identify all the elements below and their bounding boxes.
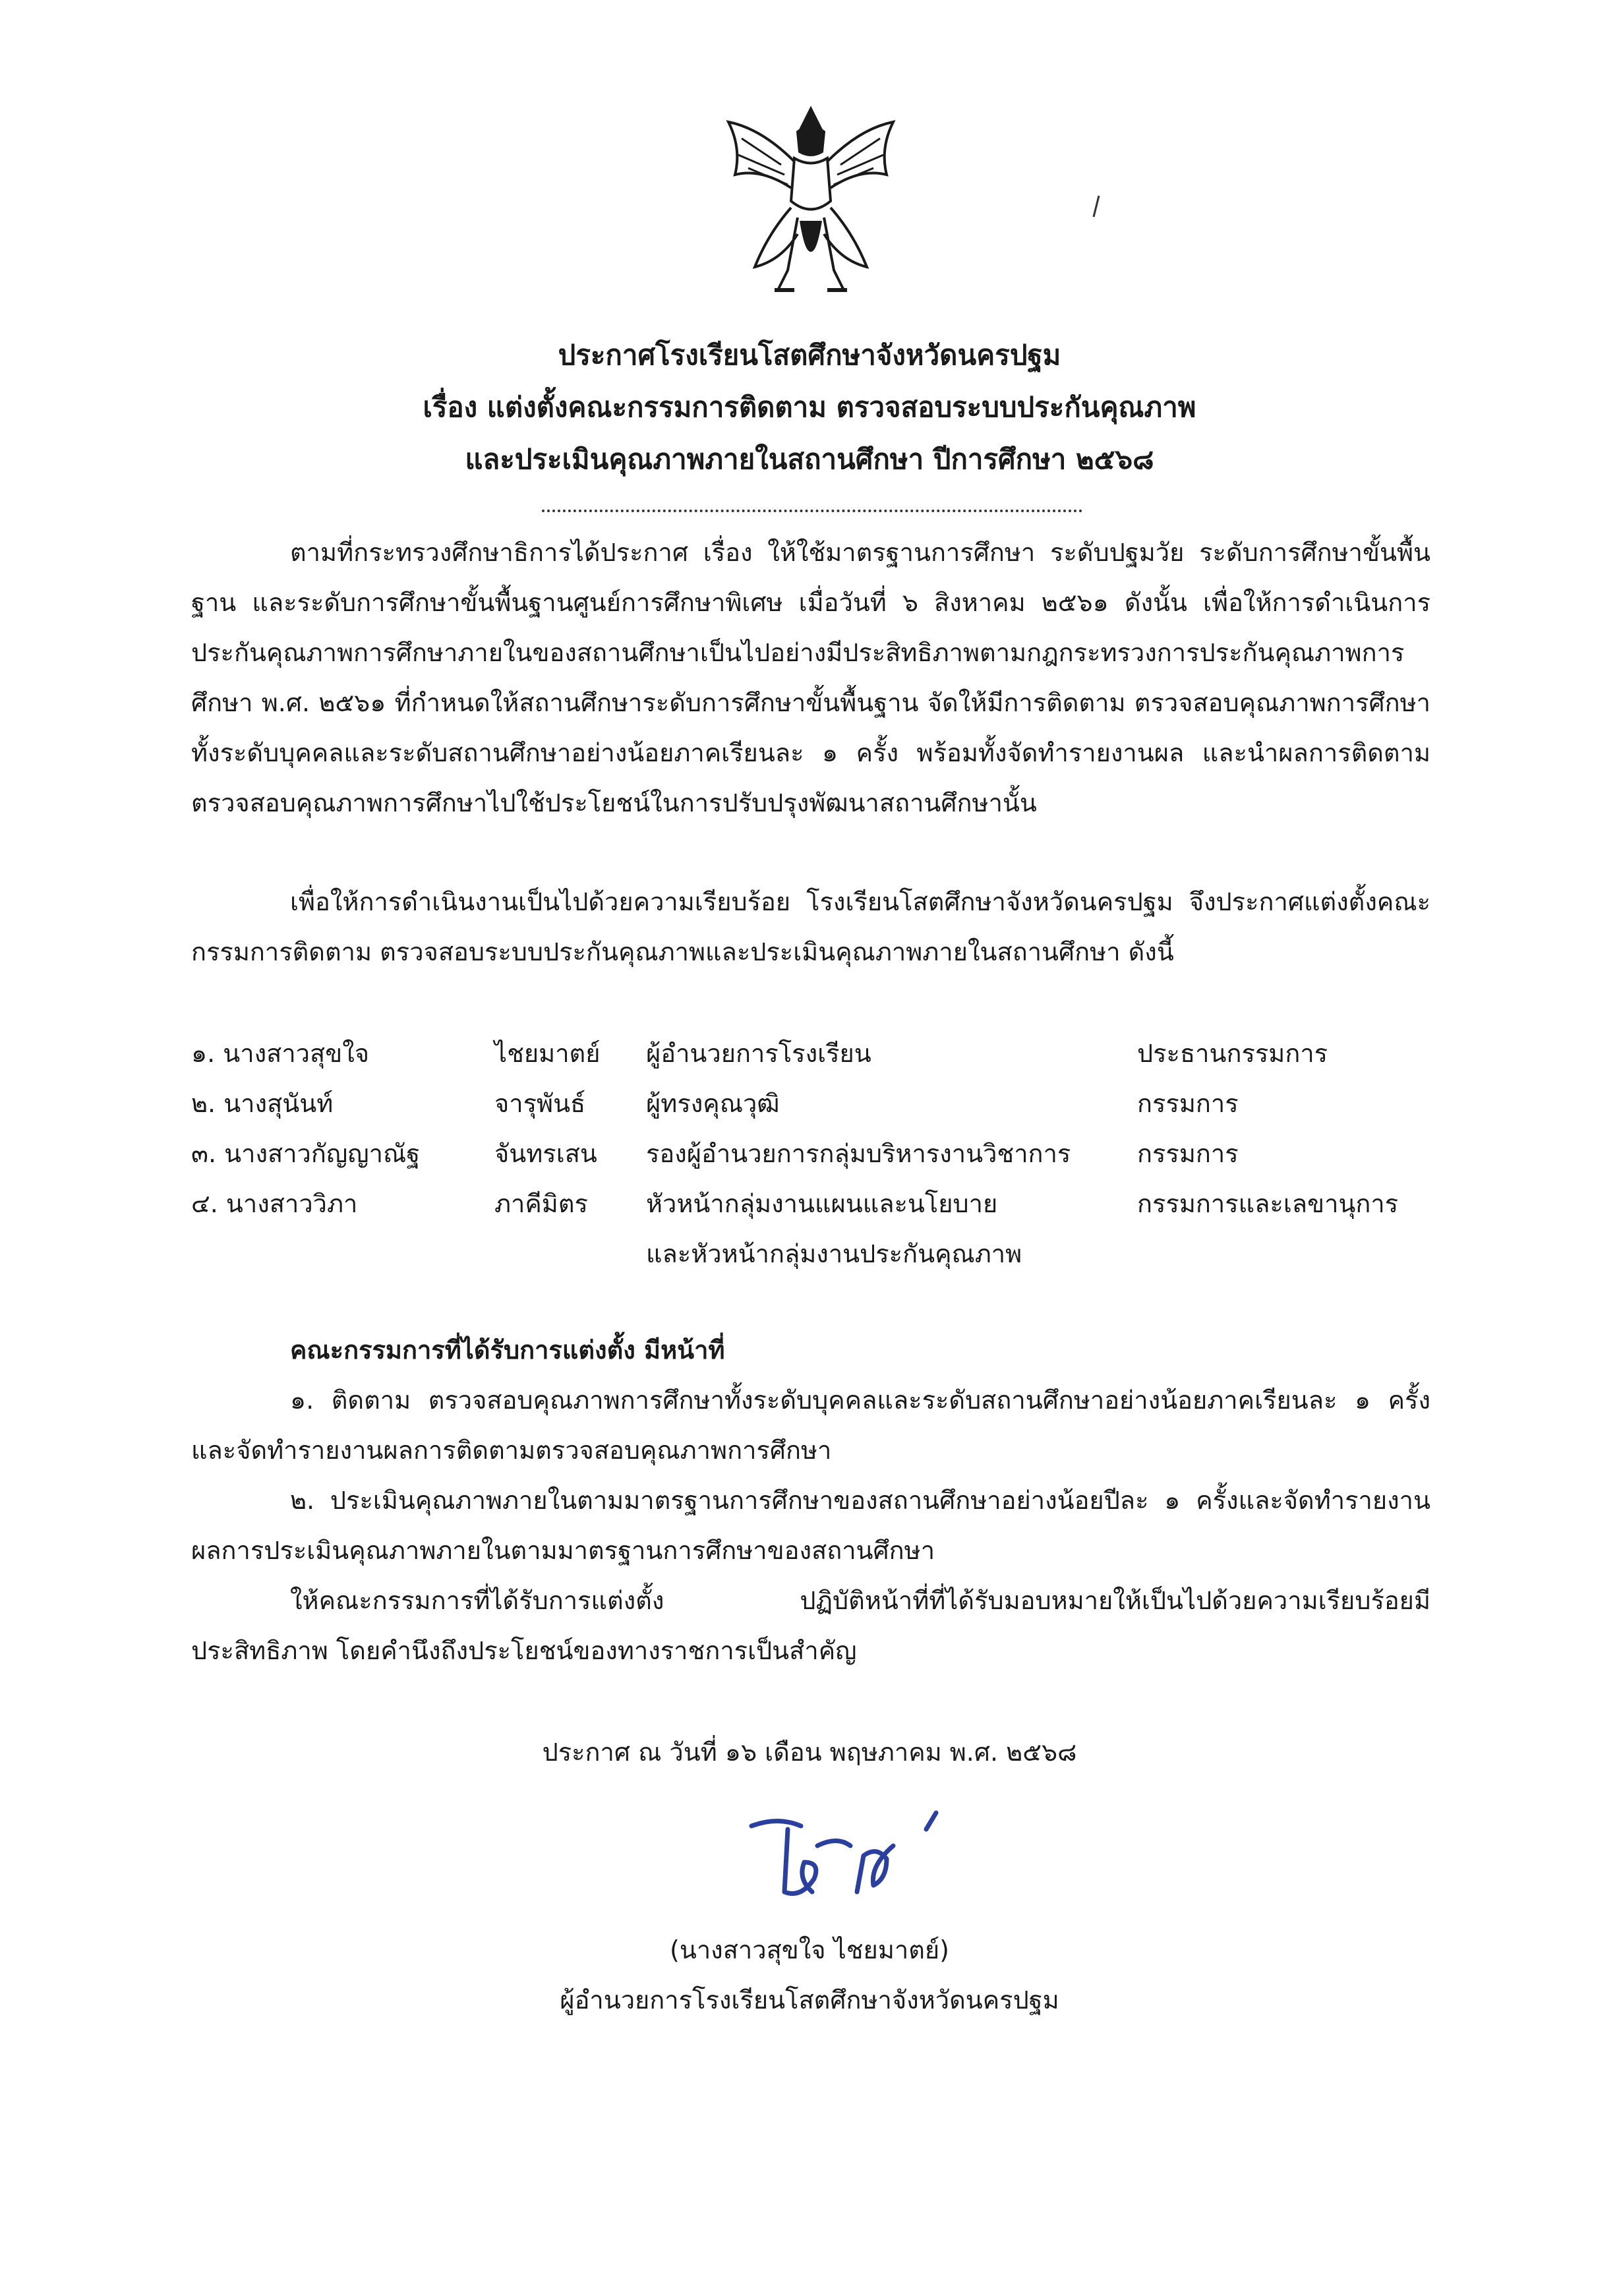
member-position: ผู้ทรงคุณวุฒิ xyxy=(646,1089,780,1118)
dotted-divider xyxy=(542,510,1082,512)
member-role: กรรมการ xyxy=(1137,1139,1239,1168)
duties-heading: คณะกรรมการที่ได้รับการแต่งตั้ง มีหน้าที่ xyxy=(290,1336,725,1365)
member-position-continued: และหัวหน้ากลุ่มงานประกันคุณภาพ xyxy=(646,1239,1022,1268)
signer-title: ผู้อำนวยการโรงเรียนโสตศึกษาจังหวัดนครปฐม xyxy=(560,1986,1059,2015)
signer-name: (นางสาวสุขใจ ไชยมาตย์) xyxy=(670,1935,949,1964)
garuda-emblem-icon xyxy=(715,102,906,300)
committee-row-continuation xyxy=(191,1229,1430,1279)
committee-row xyxy=(191,1078,1430,1129)
member-position: หัวหน้ากลุ่มงานแผนและนโยบาย xyxy=(646,1189,998,1218)
member-name: ๑. นางสาวสุขใจ xyxy=(191,1039,370,1068)
member-surname: ภาคีมิตร xyxy=(494,1189,588,1218)
member-name: ๓. นางสาวกัญญาณัฐ xyxy=(191,1139,421,1168)
member-surname: จารุพันธ์ xyxy=(494,1089,586,1118)
closing-paragraph: ให้คณะกรรมการที่ได้รับการแต่งตั้ง ปฏิบัติหน้าที่ที่ได้รับมอบหมายให้เป็นไปด้วยความเรียบร้อยมีประสิทธิภาพ โดยคำนึงถึงประโยชน์ของทางราชการเป็นสำคัญ xyxy=(191,1586,1430,1665)
title-line-2: เรื่อง แต่งตั้งคณะกรรมการติดตาม ตรวจสอบระบบประกันคุณภาพ xyxy=(423,391,1196,423)
committee-row xyxy=(191,1129,1430,1179)
handwritten-signature-icon xyxy=(738,1800,956,1918)
member-surname: จันทรเสน xyxy=(494,1139,597,1168)
member-role: ประธานกรรมการ xyxy=(1137,1039,1328,1068)
member-surname: ไชยมาตย์ xyxy=(494,1039,601,1068)
scan-mark xyxy=(1091,194,1102,218)
intro-paragraph: ตามที่กระทรวงศึกษาธิการได้ประกาศ เรื่อง ให้ใช้มาตรฐานการศึกษา ระดับปฐมวัย ระดับการศึกษาขั้นพื้นฐาน และระดับการศึกษาขั้นพื้นฐานศูนย์การศึกษาพิเศษ เมื่อวันที่ ๖ สิงหาคม ๒๕๖๑ ดังนั้น เพื่อให้การดำเนินการประกันคุณภาพการศึกษาภายในของสถานศึกษาเป็นไปอย่างมีประสิทธิภาพตามกฎกระทรวงการประกันคุณภาพการศึกษา พ.ศ. ๒๕๖๑ ที่กำหนดให้สถานศึกษาระดับการศึกษาขั้นพื้นฐาน จัดให้มีการติดตาม ตรวจสอบคุณภาพการศึกษา ทั้งระดับบุคคลและระดับสถานศึกษาอย่างน้อยภาคเรียนละ ๑ ครั้ง พร้อมทั้งจัดทำรายงานผล และนำผลการติดตามตรวจสอบคุณภาพการศึกษาไปใช้ประโยชน์ในการปรับปรุงพัฒนาสถานศึกษานั้น xyxy=(191,538,1430,817)
member-position: ผู้อำนวยการโรงเรียน xyxy=(646,1039,871,1068)
announcement-paragraph: เพื่อให้การดำเนินงานเป็นไปด้วยความเรียบร้อย โรงเรียนโสตศึกษาจังหวัดนครปฐม จึงประกาศแต่งตั้งคณะกรรมการติดตาม ตรวจสอบระบบประกันคุณภาพและประเมินคุณภาพภายในสถานศึกษา ดังนี้ xyxy=(191,887,1430,966)
announcement-date: ประกาศ ณ วันที่ ๑๖ เดือน พฤษภาคม พ.ศ. ๒๕๖๘ xyxy=(542,1738,1077,1767)
title-line-1: ประกาศโรงเรียนโสตศึกษาจังหวัดนครปฐม xyxy=(558,339,1061,371)
committee-row xyxy=(191,1028,1430,1078)
member-name: ๒. นางสุนันท์ xyxy=(191,1089,334,1118)
title-line-3: และประเมินคุณภาพภายในสถานศึกษา ปีการศึกษา ๒๕๖๘ xyxy=(465,443,1154,475)
member-name: ๔. นางสาววิภา xyxy=(191,1189,358,1218)
member-role: กรรมการและเลขานุการ xyxy=(1137,1189,1399,1218)
member-position: รองผู้อำนวยการกลุ่มบริหารงานวิชาการ xyxy=(646,1139,1071,1168)
committee-row xyxy=(191,1179,1430,1229)
duty-item-1: ๑. ติดตาม ตรวจสอบคุณภาพการศึกษาทั้งระดับบุคคลและระดับสถานศึกษาอย่างน้อยภาคเรียนละ ๑ ครั้ง และจัดทำรายงานผลการติดตามตรวจสอบคุณภาพการศึกษา xyxy=(191,1386,1430,1465)
duty-item-2: ๒. ประเมินคุณภาพภายในตามมาตรฐานการศึกษาของสถานศึกษาอย่างน้อยปีละ ๑ ครั้งและจัดทำรายงานผลการประเมินคุณภาพภายในตามมาตรฐานการศึกษาของสถานศึกษา xyxy=(191,1486,1430,1565)
member-role: กรรมการ xyxy=(1137,1089,1239,1118)
